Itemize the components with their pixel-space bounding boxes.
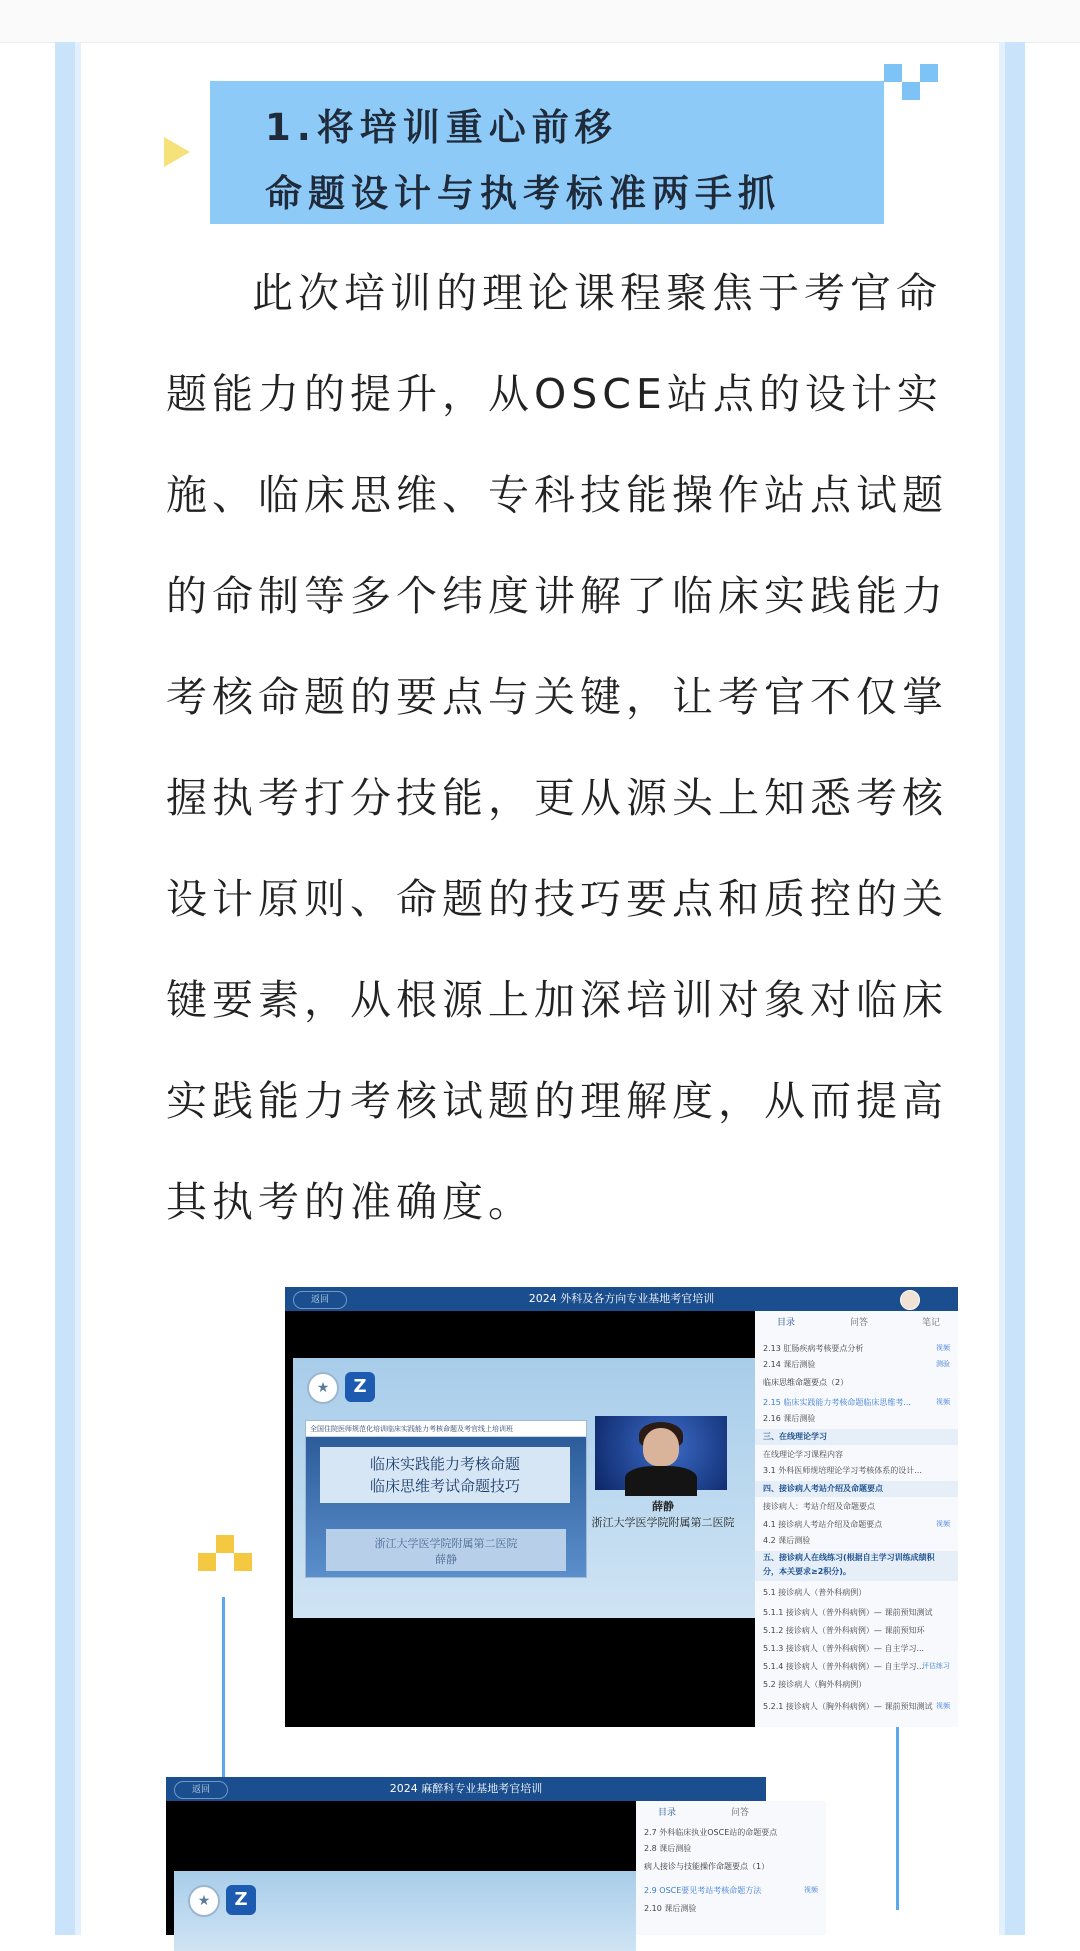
section-header: 四、接诊病人考站介绍及命题要点 <box>755 1481 958 1497</box>
lecture-slide <box>293 1358 755 1618</box>
speaker-face <box>643 1428 679 1466</box>
back-button[interactable]: 返回 <box>293 1291 347 1309</box>
section-heading <box>210 81 884 224</box>
course-title: 2024 外科及各方向专业基地考官培训 <box>528 1292 715 1305</box>
course-sidebar <box>636 1801 826 1935</box>
list-item-active[interactable]: 2.9 OSCE要见考站考核命题方法 <box>644 1886 762 1895</box>
course-title-bar <box>166 1777 766 1801</box>
university-logo-icon: ★ <box>307 1372 339 1404</box>
list-item[interactable]: 2.13 肛肠疾病考核要点分析 <box>763 1344 864 1353</box>
video-link[interactable]: 视频 <box>936 1702 950 1710</box>
list-item[interactable]: 2.10 课后测验 <box>644 1904 697 1913</box>
pixel-decoration-icon <box>884 64 938 100</box>
section-heading-line2: 命题设计与执考标准两手抓 <box>265 172 781 215</box>
pixel-decoration-yellow-icon <box>198 1535 252 1571</box>
list-item[interactable]: 2.7 外科临床执业OSCE站的命题要点 <box>644 1828 778 1837</box>
video-link[interactable]: 视频 <box>936 1520 950 1528</box>
sidebar-tabs <box>755 1311 958 1329</box>
list-item: 接诊病人：考站介绍及命题要点 <box>763 1502 875 1511</box>
list-item[interactable]: 2.8 课后测验 <box>644 1844 692 1853</box>
section-header-line: 分，本关要求≥2积分)。 <box>763 1567 851 1576</box>
slide-title-box <box>320 1447 570 1503</box>
list-item[interactable]: 5.1.1 接诊病人（普外科病例）— 课前预知测试 <box>763 1608 933 1617</box>
video-player[interactable] <box>166 1801 636 1935</box>
paragraph-line: 考核命题的要点与关键，让考官不仅掌 <box>166 673 948 721</box>
video-link[interactable]: 视频 <box>936 1398 950 1406</box>
left-border-band <box>55 42 81 1935</box>
list-item[interactable]: 2.14 课后测验 <box>763 1360 816 1369</box>
speaker-caption <box>583 1498 743 1530</box>
paragraph-line: 握执考打分技能，更从源头上知悉考核 <box>166 774 948 822</box>
slide-org: 浙江大学医学院附属第二医院 <box>374 1537 518 1550</box>
video-link[interactable]: 视频 <box>804 1886 818 1894</box>
paragraph-line: 其执考的准确度。 <box>166 1178 534 1226</box>
triangle-play-icon <box>164 137 190 167</box>
list-item[interactable]: 5.1.2 接诊病人（普外科病例）— 课前预知环 <box>763 1626 925 1635</box>
practice-link[interactable]: 评估练习 <box>922 1662 950 1670</box>
paragraph-line: 施、临床思维、专科技能操作站点试题 <box>166 471 948 519</box>
list-item: 5.2 接诊病人（胸外科病例） <box>763 1680 867 1689</box>
speaker-camera <box>595 1416 727 1490</box>
course-title: 2024 麻醉科专业基地考官培训 <box>389 1782 543 1795</box>
list-item[interactable]: 4.2 课后测验 <box>763 1536 811 1545</box>
section-heading-line1: 1.将培训重心前移 <box>265 106 618 149</box>
list-item-active[interactable]: 2.15 临床实践能力考核命题临床思维考... <box>763 1398 911 1407</box>
list-item[interactable]: 5.1.4 接诊病人（普外科病例）— 自主学习... <box>763 1662 925 1671</box>
speaker-body <box>625 1466 697 1496</box>
slide-name: 薛静 <box>435 1553 457 1566</box>
list-item: 病人接诊与技能操作命题要点（1） <box>644 1862 770 1871</box>
paragraph-line: 设计原则、命题的技巧要点和质控的关 <box>166 875 948 923</box>
back-button[interactable]: 返回 <box>174 1781 228 1799</box>
training-screenshot-2 <box>166 1777 818 1935</box>
slide-card <box>305 1420 587 1578</box>
slide-header: 全国住院医师规范化培训临床实践能力考核命题及考官线上培训班 <box>306 1421 586 1437</box>
speaker-org: 浙江大学医学院附属第二医院 <box>591 1516 735 1529</box>
z-logo-icon: Z <box>345 1372 375 1402</box>
lecture-slide <box>174 1871 636 1951</box>
list-item[interactable]: 4.1 接诊病人考站介绍及命题要点 <box>763 1520 883 1529</box>
list-item: 在线理论学习课程内容 <box>763 1450 843 1459</box>
paragraph-line: 实践能力考核试题的理解度，从而提高 <box>166 1077 948 1125</box>
tab-qa[interactable]: 问答 <box>731 1808 750 1818</box>
video-player[interactable] <box>285 1311 755 1727</box>
slide-card-body <box>306 1437 586 1577</box>
course-sidebar <box>755 1311 958 1727</box>
list-item[interactable]: 5.1.3 接诊病人（普外科病例）— 自主学习... <box>763 1644 925 1653</box>
video-link[interactable]: 视频 <box>936 1344 950 1352</box>
avatar[interactable] <box>900 1290 920 1310</box>
z-logo-icon: Z <box>226 1885 256 1915</box>
tab-catalog[interactable]: 目录 <box>658 1808 677 1818</box>
tab-qa[interactable]: 问答 <box>850 1318 869 1328</box>
test-link[interactable]: 测验 <box>936 1360 950 1368</box>
section-header-line: 五、接诊病人在线练习(根据自主学习训练成绩积 <box>763 1553 935 1562</box>
list-item[interactable]: 3.1 外科医师规培理论学习考核体系的设计... <box>763 1466 922 1475</box>
list-item[interactable]: 2.16 课后测验 <box>763 1414 816 1423</box>
tab-notes[interactable]: 笔记 <box>922 1318 941 1328</box>
paragraph-line: 的命制等多个纬度讲解了临床实践能力 <box>166 572 948 620</box>
list-item[interactable]: 5.2.1 接诊病人（胸外科病例）— 课前预知测试 <box>763 1702 933 1711</box>
list-item: 临床思维命题要点（2） <box>763 1378 849 1387</box>
university-logo-icon: ★ <box>188 1885 220 1917</box>
list-item: 5.1 接诊病人（普外科病例） <box>763 1588 867 1597</box>
tab-catalog[interactable]: 目录 <box>777 1318 796 1328</box>
section-header: 三、在线理论学习 <box>755 1429 958 1445</box>
slide-title1: 临床实践能力考核命题 <box>369 1455 520 1473</box>
paragraph-line: 此次培训的理论课程聚焦于考官命 <box>252 269 942 317</box>
training-screenshot-1 <box>285 1287 958 1727</box>
paragraph-line: 键要素，从根源上加深培训对象对临床 <box>166 976 948 1024</box>
slide-title2: 临床思维考试命题技巧 <box>369 1477 520 1495</box>
slide-org-box <box>326 1529 566 1571</box>
speaker-name: 薛静 <box>652 1500 674 1513</box>
paragraph-line: 题能力的提升，从OSCE站点的设计实 <box>166 370 943 418</box>
top-bar <box>0 0 1080 43</box>
section-header <box>755 1551 958 1581</box>
course-title-bar <box>285 1287 958 1311</box>
right-border-band <box>999 42 1025 1935</box>
